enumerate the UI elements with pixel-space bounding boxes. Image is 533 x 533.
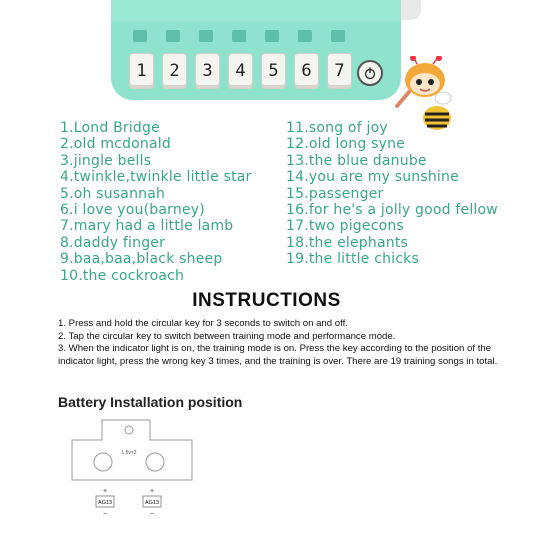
song-item: 5.oh susannah — [60, 185, 166, 202]
piano-key-3[interactable]: 3 — [195, 53, 220, 89]
battery-plus-sign: + — [102, 488, 108, 495]
piano-key-7[interactable]: 7 — [327, 53, 352, 89]
indicator-light — [331, 30, 345, 42]
song-item: 12.old long syne — [286, 136, 405, 153]
song-list-right — [286, 120, 498, 268]
battery-cell-label: AG13 — [144, 500, 160, 506]
battery-plus-sign: + — [149, 488, 155, 495]
song-item: 17.two pigecons — [286, 218, 404, 235]
song-item: 4.twinkle,twinkle little star — [60, 169, 252, 186]
power-icon — [363, 66, 377, 80]
piano-top-edge — [111, 0, 401, 22]
song-item: 3.jingle bells — [60, 152, 152, 169]
piano-key-5[interactable]: 5 — [261, 53, 286, 89]
instruction-step: 1. Press and hold the circular key for 3 seconds to switch on and off. — [58, 318, 348, 329]
indicator-light — [133, 30, 147, 42]
indicator-light — [232, 30, 246, 42]
song-item: 2.old mcdonald — [60, 136, 171, 153]
battery-cell-label: AG13 — [97, 500, 113, 506]
song-item: 13.the blue danube — [286, 152, 427, 169]
piano-key-6[interactable]: 6 — [294, 53, 319, 89]
indicator-light — [298, 30, 312, 42]
indicator-light — [166, 30, 180, 42]
instructions-title: INSTRUCTIONS — [192, 290, 341, 311]
piano-key-1[interactable]: 1 — [129, 53, 154, 89]
song-item: 14.you are my sunshine — [286, 169, 459, 186]
song-item: 9.baa,baa,black sheep — [60, 251, 223, 268]
song-item: 11.song of joy — [286, 120, 388, 136]
battery-minus-sign: − — [102, 511, 108, 518]
instructions-text — [58, 318, 510, 368]
song-list-left — [60, 120, 252, 284]
song-item: 18.the elephants — [286, 234, 409, 251]
song-item: 7.mary had a little lamb — [60, 218, 234, 235]
piano-key-4[interactable]: 4 — [228, 53, 253, 89]
voltage-label: 1.5v×2 — [121, 450, 137, 456]
battery-compartment-diagram — [70, 418, 210, 528]
circular-key-icon[interactable] — [357, 60, 383, 86]
song-item: 19.the little chicks — [286, 251, 419, 268]
instruction-step: 2. Tap the circular key to switch between training mode and performance mode. — [58, 330, 396, 342]
song-item: 15.passenger — [286, 185, 384, 202]
toy-piano — [111, 0, 401, 100]
song-item: 1.Lond Bridge — [60, 120, 160, 136]
background-accessory — [401, 0, 421, 20]
indicator-light — [265, 30, 279, 42]
indicator-light — [199, 30, 213, 42]
instruction-step: 3. When the indicator light is on, the training mode is on. Press the key according to the position of the indicator light, press the wrong key 3 times, and the training is over. There are 19 training songs in total. — [58, 343, 498, 367]
battery-title: Battery Installation position — [58, 394, 243, 410]
piano-key-2[interactable]: 2 — [162, 53, 187, 89]
song-item: 16.for he's a jolly good fellow — [286, 202, 498, 219]
song-item: 6.i love you(barney) — [60, 202, 205, 219]
song-item: 10.the cockroach — [60, 267, 185, 284]
battery-minus-sign: − — [149, 511, 155, 518]
song-item: 8.daddy finger — [60, 234, 166, 251]
